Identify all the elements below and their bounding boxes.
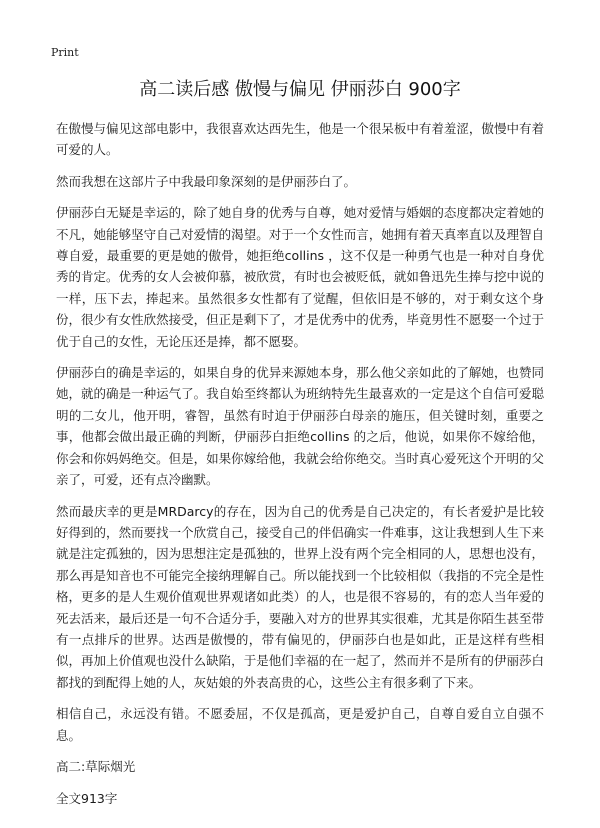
paragraph-1: 在傲慢与偏见这部电影中，我很喜欢达西先生，他是一个很呆板中有着羞涩，傲慢中有着可爱的人。 (56, 121, 544, 158)
paragraph-3: 伊丽莎白无疑是幸运的，除了她自身的优秀与自尊，她对爱情与婚姻的态度都决定着她的不凡，她能够坚守自己对爱情的渴望。对于一个女性而言，她拥有着天真率直以及理智自尊自爱，最重要的更是她的傲骨，她拒绝collins ，这不仅是一种勇气也是一种对自身优秀的肯定。优秀的女人会被仰慕，被欣赏，有时也会被贬低，就如鲁迅先生捧与挖中说的一样，压下去，捧起来。虽然很多女性都有了觉醒，但依旧是不够的，对于剩女这个身份，很少有女性欣然接受，但正是剩下了，才是优秀中的优秀，毕竟男性不愿娶一个过于优于自己的女性，无论压还是捧，都不愿娶。 (56, 205, 544, 349)
paragraph-5: 然而最庆幸的更是MRDarcy的存在，因为自己的优秀是自己决定的，有长者爱护是比较好得到的，然而要找一个欣赏自己，接受自己的伴侣确实一件难事，这让我想到人生下来就是注定孤独的，因为思想注定是孤独的，世界上没有两个完全相同的人，思想也没有，那么再是知音也不可能完全接纳理解自己。所以能找到一个比较相似（我指的不完全是性格，更多的是人生观价值观世界观诸如此类）的人，也是很不容易的，有的恋人当年爱的死去活来，最后还是一句不合适分手，要融入对方的世界其实很难，尤其是你陌生甚至带有一点排斥的世界。达西是傲慢的，带有偏见的，伊丽莎白也是如此，正是这样有些相似，再加上价值观也没什么缺陷，于是他们幸福的在一起了，然而并不是所有的伊丽莎白都找的到配得上她的人，灰姑娘的外表高贵的心，这些公主有很多剩了下来。 (56, 503, 544, 690)
author-line: 高二:草际烟光 (56, 758, 136, 774)
print-link[interactable]: Print (51, 46, 79, 59)
paragraph-6: 相信自己，永远没有错。不愿委屈，不仅是孤高，更是爱护自己，自尊自爱自立自强不息。 (56, 706, 544, 743)
paragraph-2: 然而我想在这部片子中我最印象深刻的是伊丽莎白了。 (56, 173, 357, 189)
paragraph-4: 伊丽莎白的确是幸运的，如果自身的优异来源她本身，那么他父亲如此的了解她，也赞同她，就的确是一种运气了。我自始至终都认为班纳特先生最喜欢的一定是这个自信可爱聪明的二女儿，他开明，睿智，虽然有时迫于伊丽莎白母亲的施压，但关键时刻，重要之事，他都会做出最正确的判断，伊丽莎白拒绝collins 的之后，他说，如果你不嫁给他，你会和你妈妈绝交。但是，如果你嫁给他，我就会给你绝交。当时真心爱死这个开明的父亲了，可爱，还有点冷幽默。 (56, 365, 544, 488)
page-title: 高二读后感 傲慢与偏见 伊丽莎白 900字 (139, 79, 461, 100)
word-count: 全文913字 (56, 790, 118, 806)
article-body (56, 118, 544, 809)
